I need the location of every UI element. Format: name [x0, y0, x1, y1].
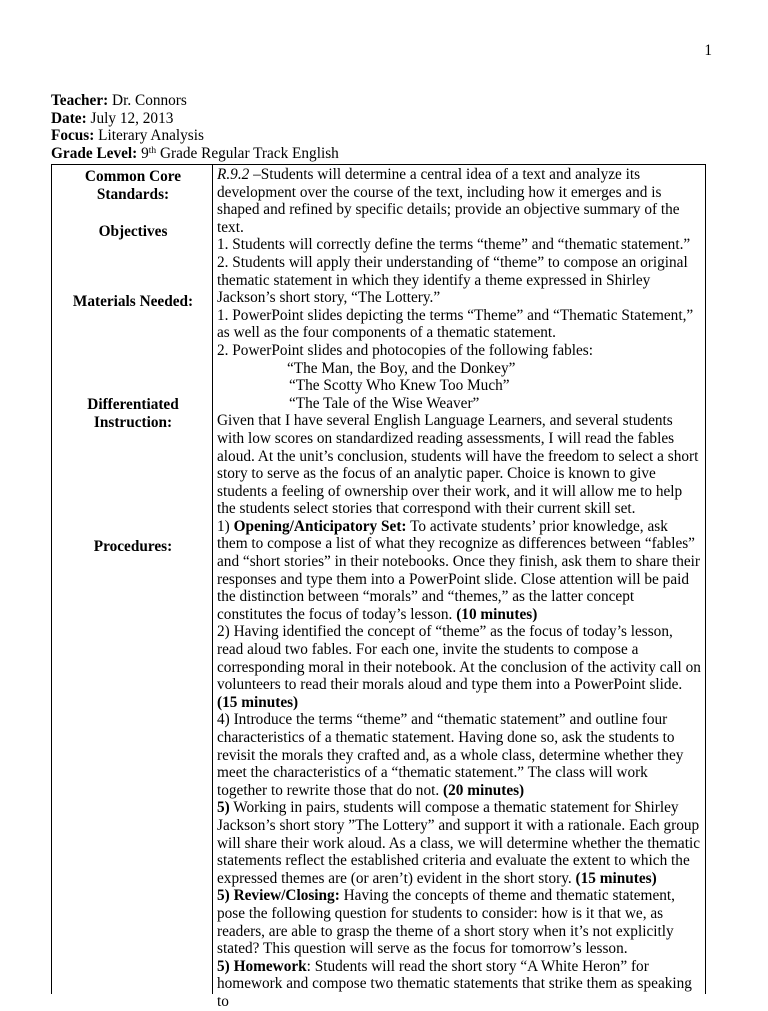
procedure-3-time: (20 minutes): [443, 781, 525, 799]
standards-code: R.9.2: [217, 166, 250, 183]
procedure-2-text: Having identified the concept of “theme” as the focus of today’s lesson, read aloud two fables. For each one, invite the students to compose a corresponding moral in their notebook. At the conclusion of the activity call on volunteers to read their morals aloud and type them into a PowerPoint slide.: [217, 623, 701, 694]
lesson-plan-table: [51, 164, 706, 1010]
page-number: 1: [704, 42, 712, 59]
fable-1: “The Man, the Boy, and the Donkey”: [287, 359, 516, 377]
standards-label-line2: Standards:: [96, 185, 170, 203]
procedures-label: Procedures:: [93, 538, 173, 555]
objective-1: 1. Students will correctly define the terms “theme” and “thematic statement.”: [217, 236, 691, 254]
procedure-6: [217, 958, 701, 1011]
focus-line: [51, 127, 711, 145]
procedure-1-num: 1): [217, 517, 234, 535]
procedure-5: [217, 887, 701, 957]
differentiated-label: [52, 396, 214, 431]
grade-sup: th: [148, 145, 157, 156]
fable-2: “The Scotty Who Knew Too Much”: [289, 377, 510, 395]
procedure-2-num: 2): [217, 623, 234, 641]
fable-3: “The Tale of the Wise Weaver”: [289, 394, 480, 412]
procedure-5-num: 5): [217, 887, 234, 905]
procedure-3-num: 4): [217, 711, 234, 729]
procedure-6-num: 5): [217, 957, 234, 975]
materials-item-2: 2. PowerPoint slides and photocopies of the following fables:: [217, 341, 593, 359]
standards-label: [52, 168, 214, 203]
differentiated-label-line2: Instruction:: [93, 413, 173, 431]
materials-label: Materials Needed:: [72, 293, 194, 310]
differentiated-text: Given that I have several English Language Learners, and several students with low scores on standardized reading assessments, I will read the fables aloud. At the unit’s conclusion, students will have the freedom to select a short story to serve as the focus of an analytic paper. Choice is known to give students a feeling of ownership over their work, and it will allow me to help the students select stories that correspond with their current skill set.: [217, 412, 699, 518]
procedure-6-head: Homework: [233, 957, 307, 975]
procedure-1-head: Opening/Anticipatory Set:: [233, 517, 407, 535]
materials-item-1: 1. PowerPoint slides depicting the terms “Theme” and “Thematic Statement,” as well as the four components of a thematic statement.: [217, 306, 694, 342]
lesson-header: [51, 92, 711, 162]
date-line: [51, 110, 711, 128]
standards-body: –Students will determine a central idea of a text and analyze its development over the course of the text, including how it emerges and is shaped and refined by specific details; provide an objective summary of the text.: [217, 166, 680, 236]
procedure-1-time: (10 minutes): [456, 605, 538, 623]
grade-label: Grade Level:: [51, 144, 138, 162]
grade-rest: Grade Regular Track English: [159, 144, 339, 162]
procedure-6-text: : Students will read the short story “A White Heron” for homework and compose two thematic statements that strike them as speaking to: [217, 957, 692, 1010]
label-column: [51, 164, 213, 994]
focus-value: Literary Analysis: [98, 127, 204, 145]
date-label: Date:: [51, 109, 87, 127]
standards-label-line1: Common Core: [84, 168, 182, 185]
content-column: [212, 164, 706, 1010]
objective-2: 2. Students will apply their understanding of “theme” to compose an original thematic statement in which they identify a theme expressed in Shirley Jackson’s short story, “The Lottery.”: [217, 253, 688, 307]
standards-text: [217, 166, 701, 236]
procedure-4-text: Working in pairs, students will compose a thematic statement for Shirley Jackson’s short story ”The Lottery” and support it with a rationale. Each group will share their work aloud. As a class, we will determine whether the thematic statements reflect the established criteria and evaluate the extent to which the expressed themes are (or aren’t) evident in the short story.: [217, 799, 700, 887]
procedure-4-time: (15 minutes): [575, 869, 657, 887]
procedure-4-num: 5): [217, 799, 230, 817]
procedure-1-text: To activate students’ prior knowledge, ask them to compose a list of what they recognize as differences between “fables” and “short stories” in their notebooks. Once they finish, ask them to share their responses and type them into a PowerPoint slide. Close attention will be paid the distinction between “morals” and “themes,” as the latter concept constitutes the focus of today’s lesson.: [217, 517, 701, 623]
grade-line: [51, 145, 711, 163]
teacher-line: [51, 92, 711, 110]
procedure-3: [217, 711, 701, 799]
grade-num: 9: [141, 144, 149, 162]
procedure-5-text: Having the concepts of theme and thematic statement, pose the following question for students to consider: how is it that we, as readers, are able to grasp the theme of a short story when it’s not explicitly stated? This question will serve as the focus for tomorrow’s lesson.: [217, 887, 675, 958]
teacher-label: Teacher:: [51, 92, 109, 109]
procedure-1: [217, 518, 701, 624]
objectives-label: Objectives: [98, 223, 168, 240]
procedure-5-head: Review/Closing:: [233, 887, 340, 905]
differentiated-label-line1: Differentiated: [87, 396, 179, 413]
procedure-3-text: Introduce the terms “theme” and “thematic statement” and outline four characteristics of a thematic statement. Having done so, ask the students to revisit the morals they crafted and, as a whole class, determine whether they meet the characteristics of a “thematic statement.” The class will work together to rewrite those that do not.: [217, 711, 684, 799]
focus-label: Focus:: [51, 127, 95, 145]
procedure-2: [217, 623, 701, 711]
procedure-4: [217, 799, 701, 887]
procedure-2-time: (15 minutes): [217, 693, 299, 711]
teacher-value: Dr. Connors: [112, 92, 187, 109]
date-value: July 12, 2013: [90, 109, 174, 127]
